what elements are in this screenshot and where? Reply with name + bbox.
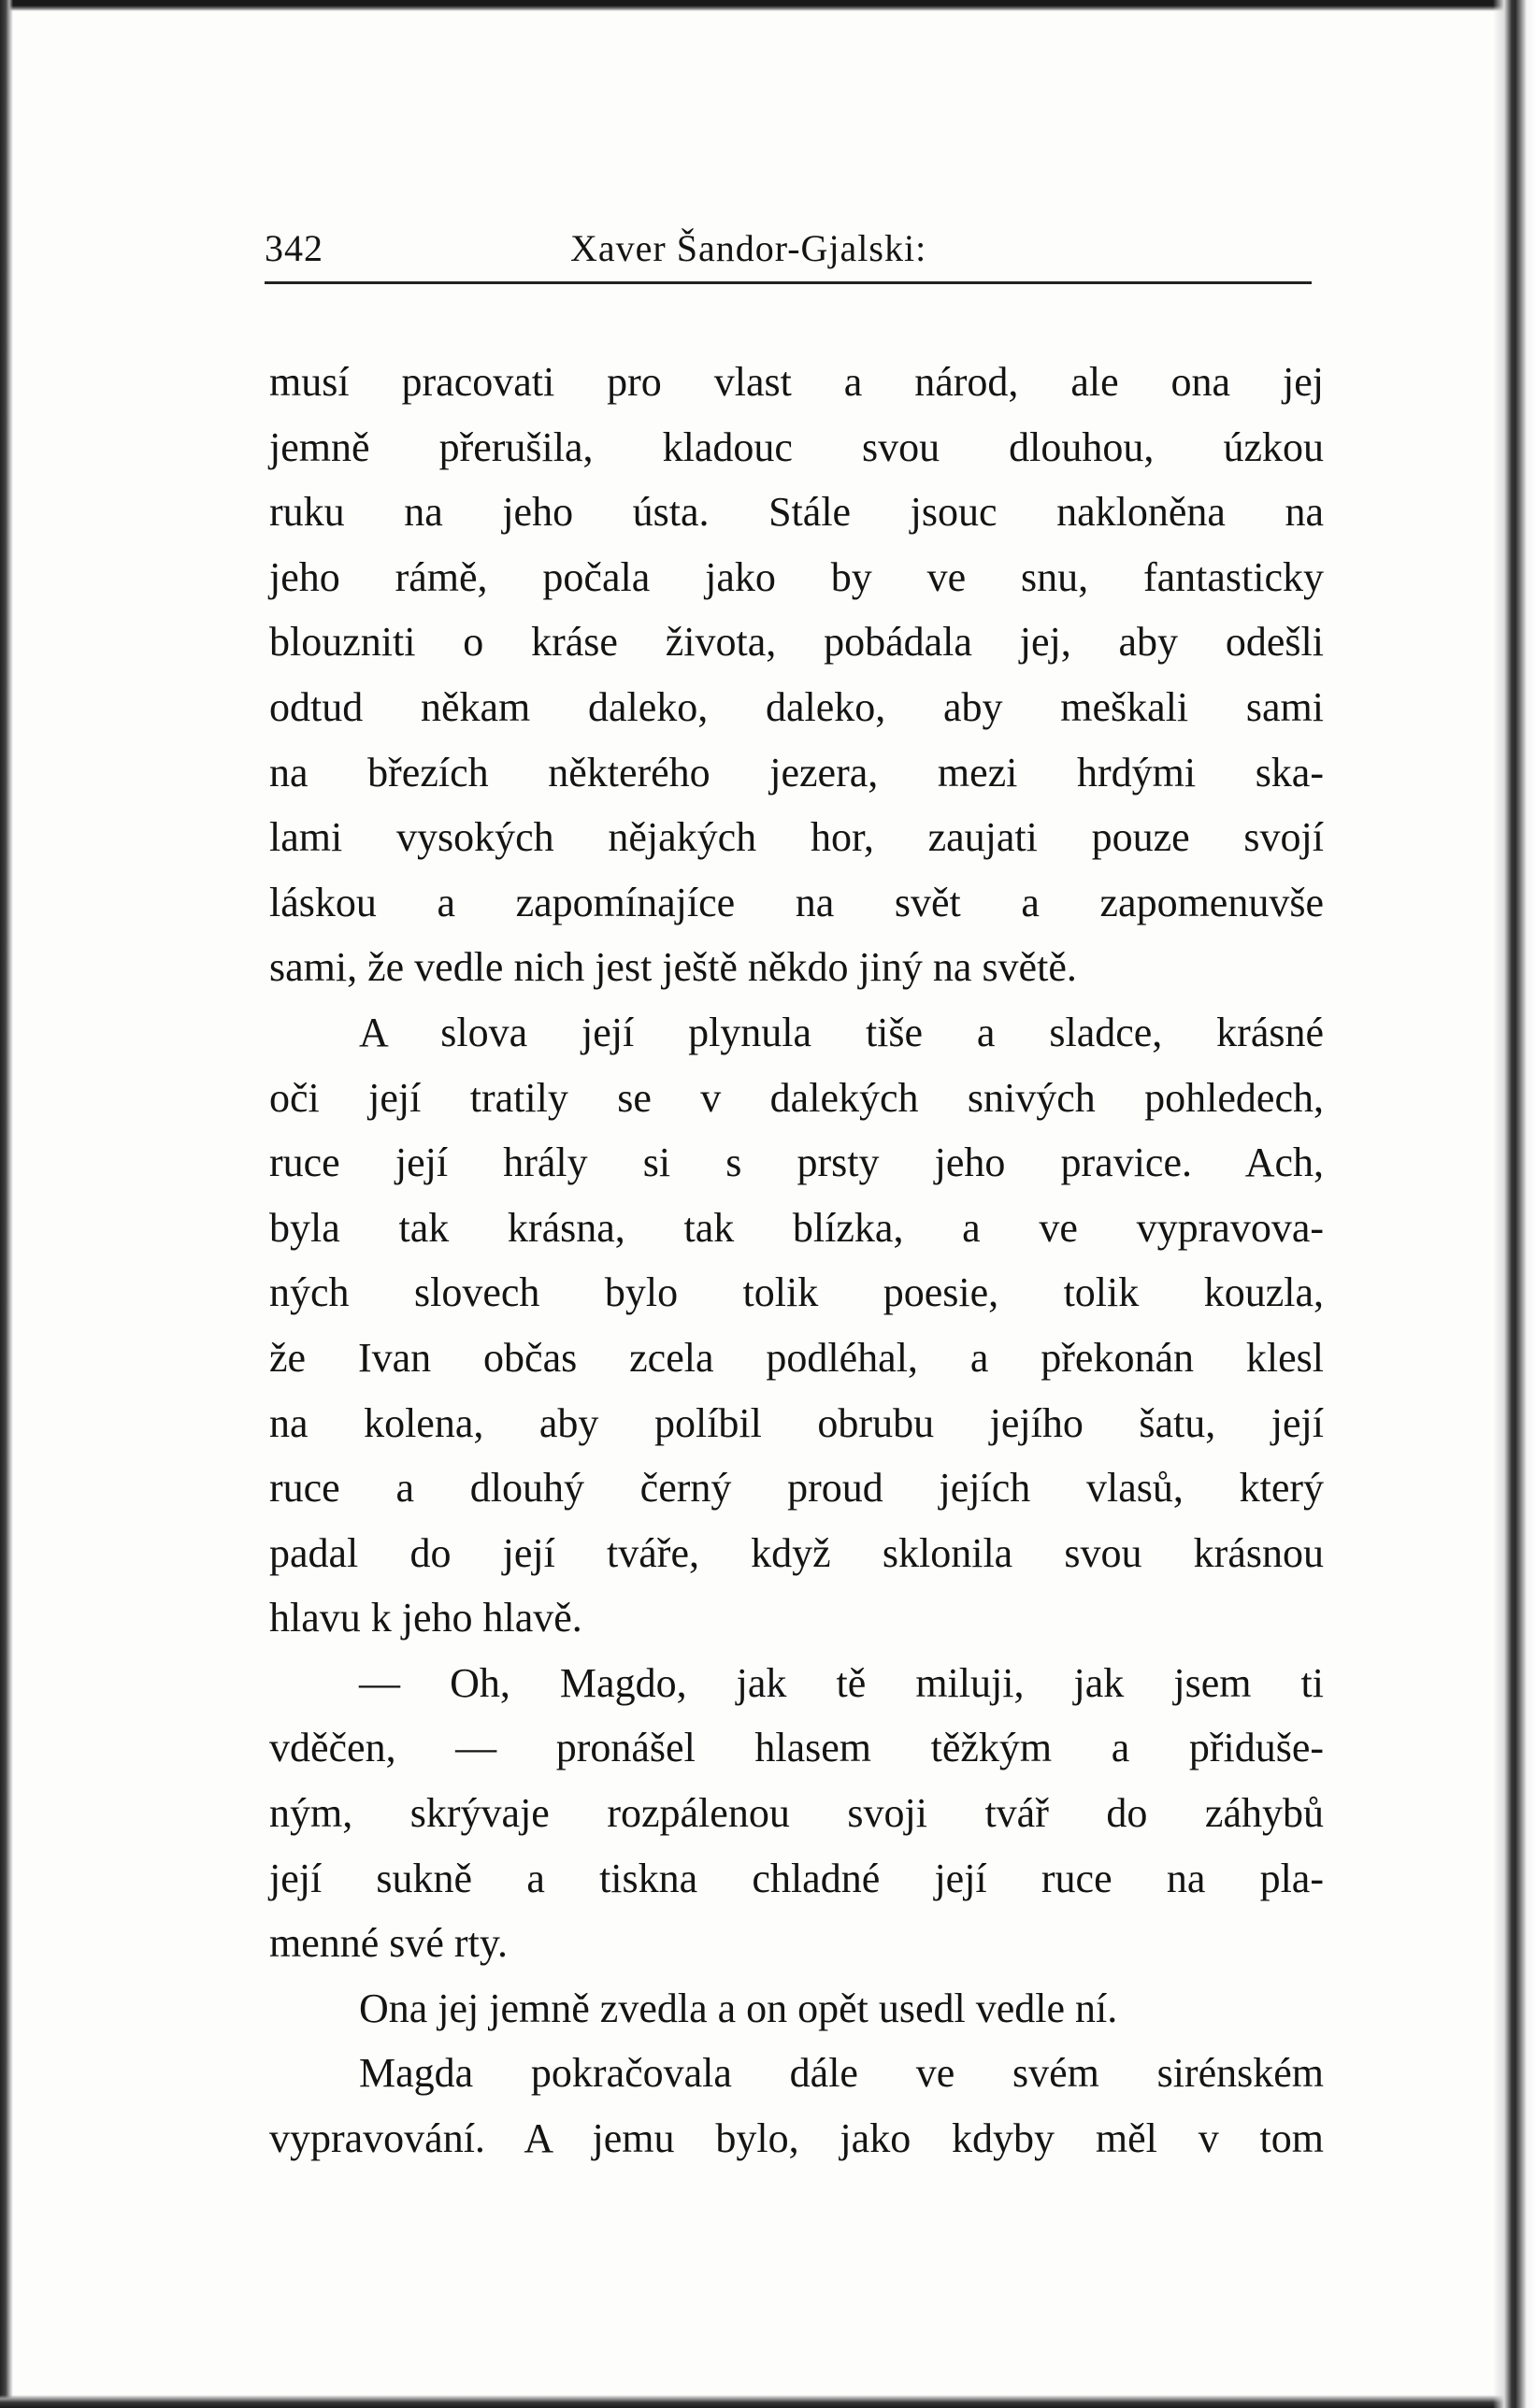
header-rule — [265, 281, 1312, 284]
text-line: ruce a dlouhý černý proud jejích vlasů, který — [269, 1465, 1324, 1512]
text-line: odtud někam daleko, daleko, aby meškali sami — [269, 683, 1324, 730]
text-line: ruce její hrály si s prsty jeho pravice. Ach, — [269, 1140, 1324, 1186]
text-line: A slova její plynula tiše a sladce, krásné — [359, 1009, 1324, 1055]
text-line: jemně přerušila, kladouc svou dlouhou, úzkou — [269, 423, 1324, 470]
text-line: musí pracovati pro vlast a národ, ale ona jej — [269, 359, 1324, 405]
text-line: její sukně a tiskna chladné její ruce na pla- — [269, 1855, 1324, 1901]
scan-edge-bottom — [0, 2395, 1536, 2408]
text-line: Ona jej jemně zvedla a on opět usedl vedle ní. — [359, 1985, 1118, 2031]
text-line: menné své rty. — [269, 1920, 508, 1967]
scan-edge-left — [0, 0, 13, 2408]
text-line: láskou a zapomínajíce na svět a zapomenuvše — [269, 879, 1324, 925]
page-number: 342 — [265, 227, 323, 269]
text-line: na březích některého jezera, mezi hrdými ska- — [269, 749, 1324, 796]
running-head — [265, 221, 1312, 277]
scan-edge-right — [1493, 0, 1536, 2408]
text-line: ných slovech bylo tolik poesie, tolik kouzla, — [269, 1269, 1324, 1316]
text-line: Magda pokračovala dále ve svém sirénském — [359, 2050, 1324, 2097]
text-line: — Oh, Magdo, jak tě miluji, jak jsem ti — [359, 1659, 1324, 1706]
text-line: jeho rámě, počala jako by ve snu, fantasticky — [269, 553, 1324, 600]
text-line: blouzniti o kráse života, pobádala jej, aby odešli — [269, 619, 1324, 666]
text-line: sami, že vedle nich jest ještě někdo jiný na světě. — [269, 944, 1077, 991]
scan-edge-top — [0, 0, 1536, 11]
text-line: padal do její tváře, když sklonila svou krásnou — [269, 1529, 1324, 1576]
text-line: že Ivan občas zcela podléhal, a překonán klesl — [269, 1334, 1324, 1381]
text-line: ruku na jeho ústa. Stále jsouc nakloněna na — [269, 489, 1324, 536]
running-head-title: Xaver Šandor-Gjalski: — [570, 227, 927, 269]
text-line: hlavu k jeho hlavě. — [269, 1595, 582, 1641]
text-line: vděčen, — pronášel hlasem těžkým a přiduše- — [269, 1725, 1324, 1771]
text-line: lami vysokých nějakých hor, zaujati pouze svojí — [269, 814, 1324, 861]
text-line: byla tak krásna, tak blízka, a ve vypravova- — [269, 1204, 1324, 1251]
text-line: oči její tratily se v dalekých snivých pohledech, — [269, 1074, 1324, 1121]
text-line: vypravování. A jemu bylo, jako kdyby měl v tom — [269, 2115, 1324, 2162]
text-line: na kolena, aby políbil obrubu jejího šatu, její — [269, 1399, 1324, 1446]
text-line: ným, skrývaje rozpálenou svoji tvář do záhybů — [269, 1790, 1324, 1837]
body-text — [269, 350, 1324, 2172]
